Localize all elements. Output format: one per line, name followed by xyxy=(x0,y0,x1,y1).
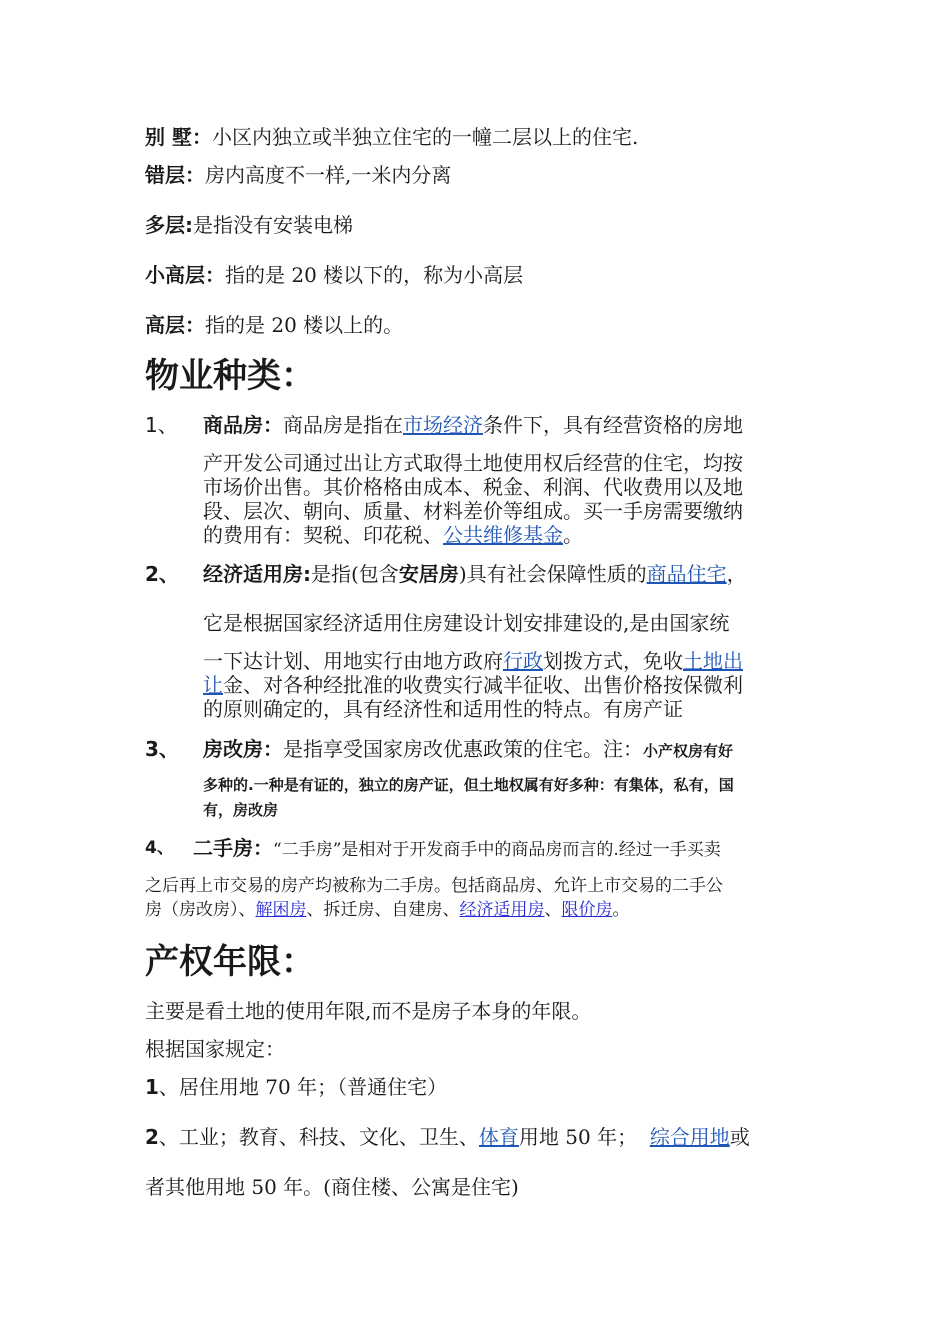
definition-high-rise xyxy=(145,312,403,338)
definition-text: 是指没有安装电梯 xyxy=(193,213,353,237)
text: 用地 50 年； xyxy=(518,1125,650,1149)
text: 。 xyxy=(612,900,630,920)
item2-line1 xyxy=(203,561,747,587)
term-sep: : xyxy=(185,213,193,237)
text: 金、对各种经批准的收费实行减半征收、出售价格按保微利 xyxy=(223,673,743,697)
text: 条件下，具有经营资格的房地 xyxy=(483,413,743,437)
text: 是指(包含 xyxy=(311,562,399,586)
rule-number: 2 xyxy=(145,1125,159,1149)
term: 别 墅 xyxy=(145,125,192,149)
link-land-transfer[interactable]: 土地出 xyxy=(683,649,743,673)
text: 的费用有：契税、印花税、 xyxy=(203,523,443,547)
item3-line1 xyxy=(203,736,733,764)
link-mixed-use-land[interactable]: 综合用地 xyxy=(649,1125,730,1149)
link-price-limited-housing[interactable]: 限价房 xyxy=(561,900,613,920)
section-heading-property-term: 产权年限： xyxy=(145,942,315,982)
bold-text: 安居房 xyxy=(398,562,459,586)
item-number: 2、 xyxy=(145,562,179,586)
definition-text: 小区内独立或半独立住宅的一幢二层以上的住宅. xyxy=(211,125,639,149)
paragraph: 主要是看土地的使用年限,而不是房子本身的年限。 xyxy=(145,999,592,1023)
item1-line2: 产开发公司通过出让方式取得土地使用权后经营的住宅，均按 xyxy=(203,451,743,475)
text: 或 xyxy=(729,1125,750,1149)
item2-line5: 的原则确定的，具有经济性和适用性的特点。有房产证 xyxy=(203,697,683,721)
definition-text: 指的是 20 楼以上的。 xyxy=(205,313,404,337)
link-market-economy[interactable]: 市场经济 xyxy=(403,413,483,437)
definition-text: 房内高度不一样,一米内分离 xyxy=(205,163,452,187)
term-rule-industrial-cont: 者其他用地 50 年。(商住楼、公寓是住宅) xyxy=(145,1175,519,1199)
term-sep: ： xyxy=(185,163,205,187)
link-land-transfer-cont[interactable]: 让 xyxy=(203,673,223,697)
item-term: 房改房： xyxy=(203,737,283,761)
item1-line5 xyxy=(203,522,583,548)
link-affordable-housing[interactable]: 经济适用房 xyxy=(459,900,545,920)
definition-villa xyxy=(145,124,638,150)
term: 多层 xyxy=(145,213,185,237)
link-commercial-housing[interactable]: 商品住宅 xyxy=(646,562,727,586)
item-term: 二手房： xyxy=(193,836,273,860)
item-number: 3、 xyxy=(145,737,179,761)
rule-number: 1 xyxy=(145,1075,159,1099)
text: 划拨方式，免收 xyxy=(543,649,683,673)
item-number: 4、 xyxy=(145,838,174,858)
item1-line4: 段、层次、朝向、质量、材料差价等组成。买一手房需要缴纳 xyxy=(203,499,743,523)
text: ， xyxy=(726,562,747,586)
definition-text: 指的是 20 楼以下的，称为小高层 xyxy=(225,263,524,287)
text: 是指享受国家房改优惠政策的住宅。注： xyxy=(283,737,643,761)
paragraph: 根据国家规定： xyxy=(145,1037,285,1061)
link-sports[interactable]: 体育 xyxy=(478,1125,519,1149)
definition-small-high-rise xyxy=(145,262,523,288)
link-public-maintenance-fund[interactable]: 公共维修基金 xyxy=(443,523,563,547)
item1-line1 xyxy=(203,412,743,438)
item-term: 经济适用房: xyxy=(203,562,311,586)
item-term: 商品房： xyxy=(203,413,283,437)
note-text: 小产权房有好 xyxy=(643,742,734,760)
term-rule-industrial xyxy=(145,1124,750,1150)
term: 小高层 xyxy=(145,263,205,287)
term-sep: ： xyxy=(185,313,205,337)
term-rule-residential xyxy=(145,1074,447,1100)
item4-line3 xyxy=(145,897,630,923)
item4-line2: 之后再上市交易的房产均被称为二手房。包括商品房、允许上市交易的二手公 xyxy=(145,876,723,896)
item2-line3 xyxy=(203,648,743,674)
text: 、居住用地 70 年；（普通住宅） xyxy=(158,1075,448,1099)
text: “二手房”是相对于开发商手中的商品房而言的.经过一手买卖 xyxy=(273,840,721,860)
text: 房（房改房）、 xyxy=(145,900,256,920)
term: 高层 xyxy=(145,313,185,337)
item3-line2: 多种的.一种是有证的，独立的房产证，但土地权属有好多种：有集体，私有，国 xyxy=(203,776,734,794)
text: 、工业；教育、科技、文化、卫生、 xyxy=(158,1125,479,1149)
text: 、 xyxy=(544,900,562,920)
text: 。 xyxy=(563,523,583,547)
item2-line2: 它是根据国家经济适用住房建设计划安排建设的,是由国家统 xyxy=(203,611,730,635)
term-sep: ： xyxy=(191,125,212,149)
text: 、拆迁房、自建房、 xyxy=(306,900,460,920)
definition-multi-storey xyxy=(145,212,353,238)
term-sep: ： xyxy=(205,263,225,287)
item4-line1 xyxy=(193,835,721,863)
item1-line3: 市场价出售。其价格格由成本、税金、利润、代收费用以及地 xyxy=(203,475,743,499)
definition-split-level xyxy=(145,162,451,188)
term: 错层 xyxy=(145,163,185,187)
text: 商品房是指在 xyxy=(283,413,403,437)
link-relief-housing[interactable]: 解困房 xyxy=(255,900,307,920)
item3-line3: 有，房改房 xyxy=(203,801,279,819)
item-number: 1、 xyxy=(145,413,178,437)
text: 一下达计划、用地实行由地方政府 xyxy=(203,649,503,673)
link-administration[interactable]: 行政 xyxy=(503,649,543,673)
item2-line4 xyxy=(203,672,743,698)
section-heading-property-types: 物业种类： xyxy=(145,356,315,396)
text: )具有社会保障性质的 xyxy=(458,562,647,586)
